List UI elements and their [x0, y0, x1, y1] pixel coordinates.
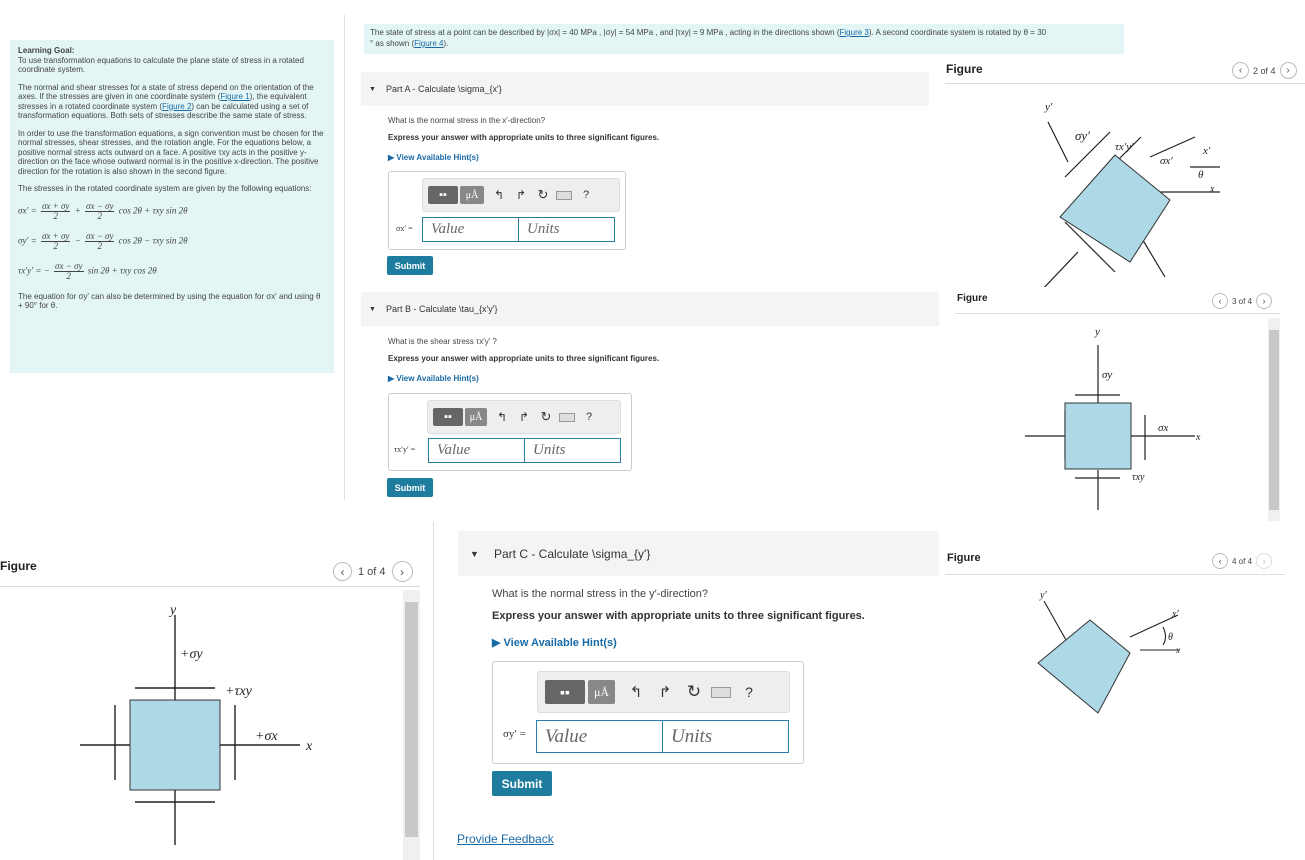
help-icon[interactable]: ?: [582, 189, 590, 201]
fig3-x-label: x: [1196, 432, 1201, 443]
figure-4-label: Figure: [947, 552, 981, 564]
sigma-y-prime-label: σy′ =: [503, 728, 526, 740]
eq1-f1-num: σx + σy: [41, 200, 70, 211]
part-c-instruction: Express your answer with appropriate units to three significant figures.: [492, 610, 865, 622]
prev-figure-button[interactable]: ‹: [1212, 553, 1228, 569]
prev-figure-button[interactable]: ‹: [1232, 62, 1249, 79]
figure-2-divider: [945, 83, 1305, 84]
eq3-f-den: 2: [66, 270, 72, 281]
figure-1-scrollbar[interactable]: [403, 590, 420, 860]
equation-sigma-x-prime: [18, 202, 326, 232]
part-c-toolbar: [537, 671, 790, 713]
part-a-answer-box: [388, 171, 626, 250]
fig3-tau-label: τxy: [1132, 472, 1145, 483]
part-c-header[interactable]: [458, 531, 939, 576]
eq2-f1-num: σx + σy: [41, 230, 70, 241]
figure-1-link[interactable]: Figure 1: [220, 92, 250, 101]
figure-2-label: Figure: [946, 62, 983, 76]
eq2-op: −: [74, 235, 81, 246]
fig3-y-label: y: [1095, 326, 1100, 338]
part-c-value-input[interactable]: Value: [536, 720, 663, 753]
part-b-hint-link[interactable]: [388, 374, 479, 383]
figure-2-pager: [1232, 62, 1297, 79]
eq1-op: +: [74, 205, 81, 216]
keyboard-icon[interactable]: [711, 687, 731, 698]
figure-3-scroll-thumb[interactable]: [1269, 330, 1279, 510]
figure-2-diagram: [1020, 92, 1240, 287]
redo-icon[interactable]: ↱: [515, 188, 527, 202]
goal-closing-note: The equation for σy′ can also be determined by using the equation for σx′ and using θ + 90° for θ.: [18, 291, 321, 310]
templates-icon[interactable]: ▪▪: [428, 186, 458, 204]
next-figure-button[interactable]: ›: [1280, 62, 1297, 79]
figure-4-link[interactable]: Figure 4: [414, 39, 444, 48]
tau-x-prime-y-prime-label: τx′y′ =: [394, 445, 416, 454]
sigma-x-prime-label: σx′ =: [396, 224, 413, 233]
figure-1-divider: [0, 586, 420, 587]
figure-1-pager: [333, 561, 413, 582]
fig4-y-prime-label: y′: [1040, 590, 1047, 601]
fig1-sigma-x-label: +σx: [255, 729, 278, 744]
statement-b: ). A second coordinate system is rotated by θ = 30: [868, 28, 1047, 37]
eq2-f1-den: 2: [53, 240, 58, 251]
figure-3-label: Figure: [957, 293, 988, 304]
fig1-y-label: y: [170, 603, 177, 618]
hint-triangle-icon: ▶: [492, 637, 504, 649]
fig4-x-prime-label: x′: [1172, 609, 1179, 620]
fig2-tau-label: τx′y′: [1115, 141, 1134, 153]
equation-tau-x-prime-y-prime: [18, 262, 326, 292]
part-b-toolbar: [427, 400, 621, 434]
figure-2-page-indicator: 2 of 4: [1253, 65, 1276, 76]
hint-triangle-icon: ▶: [388, 153, 397, 162]
part-c-submit-button[interactable]: Submit: [492, 771, 552, 796]
figure-4-diagram: [1030, 585, 1210, 715]
fig1-tau-label: +τxy: [225, 684, 252, 699]
units-mu-button[interactable]: μÅ: [588, 680, 615, 704]
part-b-value-input[interactable]: Value: [428, 438, 525, 463]
part-a-submit-button[interactable]: Submit: [387, 256, 433, 275]
eq1-tail: cos 2θ + τxy sin 2θ: [118, 205, 188, 216]
fig4-x-label: x: [1176, 645, 1180, 655]
fig2-sigma-y-label: σy′: [1075, 128, 1091, 143]
keyboard-icon[interactable]: [556, 191, 572, 200]
next-figure-button[interactable]: ›: [1256, 553, 1272, 569]
help-icon[interactable]: ?: [585, 411, 593, 423]
units-mu-button[interactable]: μÅ: [465, 408, 487, 426]
fig2-theta-label: θ: [1198, 169, 1204, 181]
goal-sign-convention: In order to use the transformation equations, a sign convention must be chosen for the normal stresses, shear stresses, and the rotation angle. For the equations below, a positive normal stress acts outward on a face. A positive τxy acts in the positive y-direction on the face whose outward normal is in the positive x-direction. The positive direction for the rotation is also shown in the second figure.: [18, 128, 324, 176]
eq3-lhs: τx′y′ = −: [18, 265, 50, 276]
reset-icon[interactable]: ↻: [686, 682, 702, 701]
goal-p1-b: ), the equivalent stresses in a rotated coordinate system (: [18, 92, 307, 111]
redo-icon[interactable]: ↱: [658, 684, 672, 701]
part-a-instruction: Express your answer with appropriate units to three significant figures.: [388, 133, 660, 142]
collapse-triangle-icon: ▼: [369, 85, 376, 93]
eq2-lhs: σy′ =: [18, 235, 37, 246]
goal-title: Learning Goal:: [18, 46, 75, 55]
figure-3-pager: [1212, 293, 1272, 309]
figure-1-label: Figure: [0, 559, 37, 573]
eq3-f-num: σx − σy: [55, 260, 83, 271]
part-a-toolbar: [422, 178, 620, 212]
eq3-tail: sin 2θ + τxy cos 2θ: [87, 265, 157, 276]
prev-figure-button[interactable]: ‹: [1212, 293, 1228, 309]
keyboard-icon[interactable]: [559, 413, 575, 422]
part-b-header[interactable]: [361, 292, 939, 326]
problem-statement: [364, 24, 1124, 54]
next-figure-button[interactable]: ›: [392, 561, 413, 582]
figure-4-pager: [1212, 553, 1272, 569]
figure-3-link[interactable]: Figure 3: [839, 28, 869, 37]
part-c-hint-label: View Available Hint(s): [503, 637, 617, 649]
fig3-sigma-y-label: σy: [1102, 369, 1113, 381]
reset-icon[interactable]: ↻: [537, 187, 549, 202]
templates-icon[interactable]: ▪▪: [433, 408, 463, 426]
column-divider: [344, 15, 345, 500]
part-b-answer-box: [388, 393, 632, 471]
part-b-submit-button[interactable]: Submit: [387, 478, 433, 497]
eq1-f2-num: σx − σy: [86, 200, 114, 211]
learning-goal-panel: [10, 40, 334, 373]
collapse-triangle-icon: ▼: [470, 548, 479, 559]
templates-icon[interactable]: ▪▪: [545, 680, 585, 704]
part-b-question: What is the shear stress τx′y′ ?: [388, 337, 497, 346]
fig2-sigma-x-label: σx′: [1160, 155, 1173, 167]
redo-icon[interactable]: ↱: [518, 410, 530, 424]
units-mu-button[interactable]: μÅ: [460, 186, 484, 204]
undo-icon[interactable]: ↰: [496, 410, 508, 424]
figure-3-diagram: [1020, 320, 1210, 515]
figure-3-scrollbar[interactable]: [1268, 318, 1280, 521]
part-a-header[interactable]: [361, 72, 929, 106]
part-c-units-input[interactable]: Units: [662, 720, 789, 753]
figure-1-scroll-thumb[interactable]: [405, 602, 418, 837]
reset-icon[interactable]: ↻: [540, 409, 552, 424]
part-a-question: What is the normal stress in the x′-direction?: [388, 116, 546, 125]
figure-1-page-indicator: 1 of 4: [358, 565, 386, 578]
goal-p1-c: ) can be calculated using a set of transformation equations. Both sets of stresses describe the same state of stress.: [18, 101, 309, 120]
hint-triangle-icon: ▶: [388, 374, 397, 383]
eq2-f2-den: 2: [97, 240, 102, 251]
goal-p1-a: The normal and shear stresses for a state of stress depend on the orientation of the axes. If the stresses are given in one coordinate system (: [18, 82, 314, 101]
eq1-f2-den: 2: [97, 210, 102, 221]
figure-1-diagram: [70, 600, 340, 855]
fig1-x-label: x: [306, 739, 313, 754]
part-a-title: Part A - Calculate \sigma_{x'}: [386, 84, 502, 94]
part-c-question: What is the normal stress in the y′-direction?: [492, 588, 709, 600]
statement-a: The state of stress at a point can be described by |σx| = 40 MPa , |σy| = 54 MPa , and |τxy| = 9 MPa , acting in the directions shown (: [370, 28, 840, 37]
column-divider-bottom: [433, 522, 434, 860]
provide-feedback-link[interactable]: Provide Feedback: [457, 832, 554, 846]
figure-3-page-indicator: 3 of 4: [1232, 296, 1253, 306]
equation-sigma-y-prime: [18, 232, 326, 262]
collapse-triangle-icon: ▼: [369, 305, 376, 313]
eq2-f2-num: σx − σy: [86, 230, 114, 241]
next-figure-button[interactable]: ›: [1256, 293, 1272, 309]
prev-figure-button[interactable]: ‹: [333, 562, 352, 581]
part-a-hint-label: View Available Hint(s): [396, 153, 479, 162]
goal-intro: To use transformation equations to calculate the plane state of stress in a rotated coordinate system.: [18, 55, 304, 74]
eq1-lhs: σx′ =: [18, 205, 37, 216]
fig2-x-label: x: [1210, 184, 1215, 195]
part-c-answer-box: [492, 661, 804, 764]
eq2-tail: cos 2θ − τxy sin 2θ: [118, 235, 188, 246]
help-icon[interactable]: ?: [745, 684, 753, 700]
fig2-x-prime-label: x′: [1203, 145, 1211, 157]
part-a-hint-link[interactable]: [388, 153, 479, 162]
statement-d: ).: [443, 39, 449, 48]
part-b-title: Part B - Calculate \tau_{x'y'}: [386, 304, 498, 314]
part-a-value-input[interactable]: Value: [422, 217, 519, 242]
part-c-title: Part C - Calculate \sigma_{y'}: [494, 546, 651, 561]
part-b-instruction: Express your answer with appropriate units to three significant figures.: [388, 354, 660, 363]
figure-2-link[interactable]: Figure 2: [162, 101, 192, 111]
part-b-hint-label: View Available Hint(s): [396, 374, 479, 383]
figure-4-divider: [945, 574, 1285, 575]
figure-3-divider: [955, 313, 1280, 314]
figure-4-page-indicator: 4 of 4: [1232, 556, 1253, 566]
fig3-sigma-x-label: σx: [1158, 422, 1169, 434]
fig4-theta-label: θ: [1168, 632, 1173, 643]
statement-c: ° as shown (: [370, 39, 415, 48]
eq1-f1-den: 2: [53, 210, 58, 221]
goal-equations-intro: The stresses in the rotated coordinate system are given by the following equations:: [18, 184, 312, 193]
fig2-y-prime-label: y′: [1045, 101, 1053, 113]
undo-icon[interactable]: ↰: [493, 188, 505, 202]
part-a-units-input[interactable]: Units: [518, 217, 615, 242]
undo-icon[interactable]: ↰: [629, 684, 643, 701]
part-c-hint-link[interactable]: [492, 636, 617, 649]
fig1-sigma-y-label: +σy: [180, 647, 203, 662]
part-b-units-input[interactable]: Units: [524, 438, 621, 463]
